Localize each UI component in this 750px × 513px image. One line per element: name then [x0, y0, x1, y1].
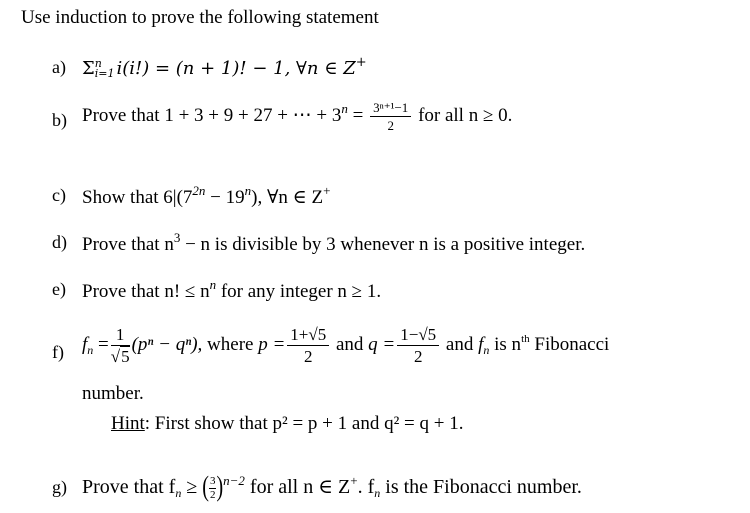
item-b-label: b): [52, 110, 67, 130]
sqrt5: 5: [121, 347, 130, 366]
item-f-fsub2: n: [483, 342, 490, 357]
item-f-statement: [82, 326, 609, 365]
item-f-q-eq: q =: [368, 333, 396, 355]
item-d-label: d): [52, 232, 67, 252]
plus-sup: +: [355, 55, 367, 70]
item-d-statement: [82, 231, 585, 254]
item-c-mid: − 19: [205, 187, 245, 208]
item-f-q-num: 1−√5: [397, 326, 439, 346]
item-e-lead: Prove that n! ≤ n: [82, 281, 210, 302]
sum-symbol: Σ: [82, 58, 95, 79]
item-b-tail: for all n ≥ 0.: [418, 104, 513, 126]
item-f-body: (pⁿ − qⁿ),: [131, 333, 203, 355]
item-d-lead: Prove that n: [82, 234, 174, 255]
item-f-number: number.: [82, 383, 144, 404]
item-d-tail: − n is divisible by 3 whenever n is a positive integer.: [180, 234, 586, 255]
item-a-label: a): [52, 57, 66, 77]
item-g-frac-num: 3: [209, 474, 216, 487]
item-g-plus: +: [350, 473, 358, 488]
item-f-label: f): [52, 342, 64, 362]
item-f-q-fraction: [397, 326, 439, 365]
item-f-fsym: f: [82, 333, 88, 355]
item-f-isnth: is n: [494, 333, 522, 355]
item-a-statement: [82, 56, 367, 79]
page-heading: Use induction to prove the following statement: [21, 7, 379, 28]
item-f-th: th: [521, 332, 530, 345]
item-a-expr: i(i!) = (n + 1)! − 1, ∀n ∈ Z: [116, 58, 356, 79]
item-g-ge: ≥: [181, 476, 203, 498]
sum-lower: i=1: [94, 67, 115, 80]
item-f-fsym2: f: [478, 333, 484, 355]
item-e-exp: n: [209, 277, 217, 292]
item-f-eq: =: [98, 333, 109, 355]
item-f-p-fraction: [287, 326, 329, 365]
item-f-p-num: 1+√5: [287, 326, 329, 346]
item-c-lead: Show that 6|(7: [82, 187, 193, 208]
item-f-hint: [111, 414, 463, 433]
hint-label: Hint: [111, 413, 145, 434]
item-f-where: where: [207, 333, 254, 355]
item-e-statement: [82, 278, 381, 301]
item-g-tail3: is the Fibonacci number.: [380, 476, 582, 498]
item-f-q-den: 2: [413, 347, 423, 366]
item-f-coef-fraction: [111, 326, 130, 365]
item-f-p-eq: p =: [258, 333, 286, 355]
item-g-tail1: for all n ∈ Z: [244, 476, 351, 498]
item-c-plus: +: [323, 183, 331, 198]
item-f-p-den: 2: [304, 347, 313, 366]
hint-text: : First show that p² = p + 1 and q² = q + 1.: [144, 413, 464, 434]
item-c-label: c): [52, 185, 66, 205]
item-c-tail: ), ∀n ∈ Z: [251, 187, 324, 208]
item-g-frac-den: 2: [209, 488, 216, 501]
item-f-and2: and: [445, 333, 474, 355]
item-b-lead: Prove that 1 + 3 + 9 + 27 + ⋯ + 3: [82, 104, 342, 126]
item-d-exp: 3: [173, 230, 181, 245]
item-g-label: g): [52, 477, 67, 497]
item-e-tail: for any integer n ≥ 1.: [216, 281, 382, 302]
item-f-fsub: n: [87, 342, 94, 357]
item-g-lead: Prove that f: [82, 476, 176, 498]
sum-upper: n: [94, 57, 102, 71]
item-g-statement: Prove that $f_n$ ≥ ( $\frac{3}{2}$ )$^{n-2}$ for all n ∈ Z+. $f_n$ is the Fibonacci number.: [82, 471, 582, 503]
item-c-exp2: n: [244, 183, 252, 198]
item-g-tail2: . f: [357, 476, 375, 498]
item-f-coef-den: √5: [110, 347, 130, 366]
item-f-and1: and: [335, 333, 364, 355]
item-f-coef-num: 1: [111, 326, 130, 346]
item-g-sub: n: [175, 486, 182, 500]
item-b-statement: [82, 101, 512, 132]
item-g-exp: n−2: [223, 473, 245, 488]
item-b-exp: n: [341, 100, 348, 116]
item-g-sub2: n: [374, 486, 381, 500]
item-b-eq: =: [347, 104, 369, 126]
item-f-fib: Fibonacci: [534, 333, 610, 355]
item-b-fraction: [370, 101, 411, 132]
item-g-fraction: [209, 476, 217, 501]
item-b-frac-den: 2: [387, 118, 394, 133]
item-c-exp1: 2n: [192, 183, 206, 198]
item-c-statement: [82, 184, 330, 207]
item-e-label: e): [52, 279, 66, 299]
item-b-frac-num: 3ⁿ⁺¹−1: [370, 101, 411, 117]
